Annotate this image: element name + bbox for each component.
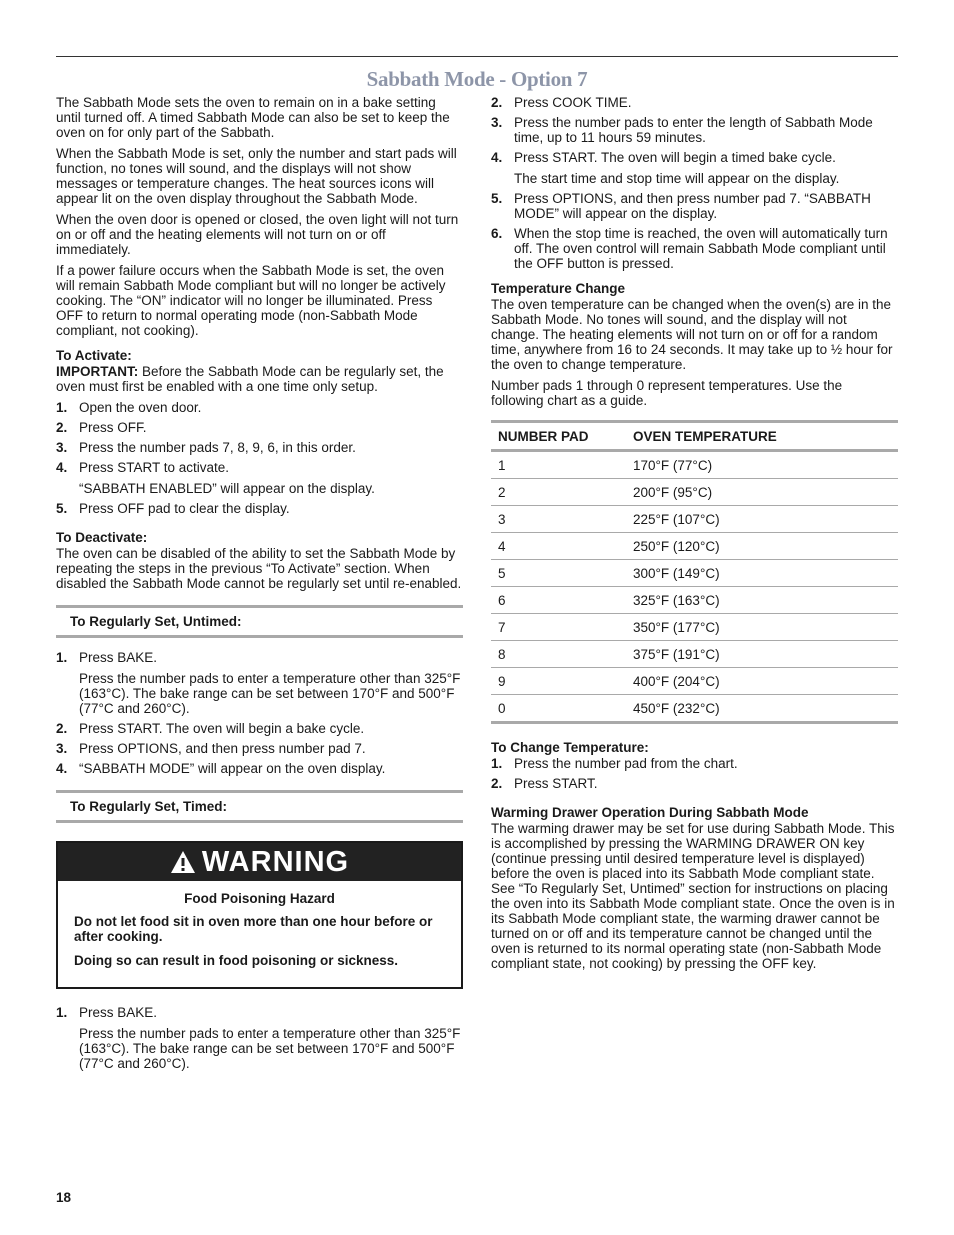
list-item: [56, 460, 463, 496]
table-cell: 300°F (149°C): [626, 560, 898, 587]
table-cell: 225°F (107°C): [626, 506, 898, 533]
list-item: [491, 150, 898, 186]
warning-box: [56, 841, 463, 989]
list-item: [56, 501, 463, 516]
important-label: IMPORTANT:: [56, 364, 139, 379]
list-item: [491, 191, 898, 221]
step-number: 3.: [56, 440, 68, 455]
important-text: Before the Sabbath Mode can be regularly set, the oven must first be enabled with a one time only setup.: [56, 364, 444, 394]
step-text: Press START. The oven will begin a bake cycle.: [79, 721, 365, 736]
step-text: Open the oven door.: [79, 400, 202, 415]
table-cell: 250°F (120°C): [626, 533, 898, 560]
step-text: Press COOK TIME.: [514, 95, 632, 110]
step-number: 4.: [56, 460, 68, 475]
table-cell: 2: [491, 479, 626, 506]
step-number: 2.: [56, 721, 68, 736]
list-item: [56, 440, 463, 455]
table-row: [491, 668, 898, 695]
right-column: [491, 95, 898, 977]
table-cell: 4: [491, 533, 626, 560]
step-number: 1.: [491, 756, 503, 771]
important-note: [56, 364, 463, 394]
table-cell: 7: [491, 614, 626, 641]
step-text: Press OFF pad to clear the display.: [79, 501, 290, 516]
step-text: When the stop time is reached, the oven will automatically turn off. The oven control will remain Sabbath Mode compliant until the OFF button is pressed.: [514, 226, 888, 271]
list-item: [56, 761, 463, 776]
intro-paragraph: When the Sabbath Mode is set, only the number and start pads will function, no tones will sound, and the displays will not show messages or temperature changes. The heat sources icons will appear lit on the oven display throughout the Sabbath Mode.: [56, 146, 457, 206]
list-item: [56, 400, 463, 415]
table-cell: 8: [491, 641, 626, 668]
step-text: Press START to activate.: [79, 460, 230, 475]
warming-drawer-text: The warming drawer may be set for use during Sabbath Mode. This is accomplished by pressing the WARMING DRAWER ON key (continue pressing until desired temperature level is displayed) before the oven is placed into its Sabbath Mode compliant state. See “To Regularly Set, Untimed” section for instructions on placing the oven into its Sabbath Mode compliant state. Once the oven is in its Sabbath Mode compliant state, the warming drawer cannot be turned on or off and its temperature cannot be changed until the oven is returned to its normal operating state (non-Sabbath Mode compliant state, not cooking) by pressing the OFF key.: [491, 821, 895, 971]
step-text: Press OPTIONS, and then press number pad 7. “SABBATH MODE” will appear on the display.: [514, 191, 871, 221]
step-number: 2.: [56, 420, 68, 435]
step-number: 2.: [491, 776, 503, 791]
table-cell: 400°F (204°C): [626, 668, 898, 695]
step-text: Press OFF.: [79, 420, 147, 435]
intro-paragraph: If a power failure occurs when the Sabbath Mode is set, the oven will remain Sabbath Mode compliant but will no longer be actively cooking. The “ON” indicator will no longer be illuminated. Press OFF to return to normal operating mode (non-Sabbath Mode compliant, not cooking).: [56, 263, 446, 338]
list-item: [56, 650, 463, 716]
step-number: 4.: [491, 150, 503, 165]
warning-hazard: Food Poisoning Hazard: [184, 891, 335, 906]
step-number: 2.: [491, 95, 503, 110]
deactivate-heading: To Deactivate:: [56, 530, 148, 545]
step-number: 5.: [56, 501, 68, 516]
step-number: 4.: [56, 761, 68, 776]
warning-line: Doing so can result in food poisoning or sickness.: [74, 953, 399, 968]
step-subtext: The start time and stop time will appear on the display.: [514, 171, 840, 186]
table-row: [491, 506, 898, 533]
table-row: [491, 587, 898, 614]
change-temperature-heading: To Change Temperature:: [491, 740, 649, 755]
untimed-steps: [56, 650, 463, 776]
page-title: Sabbath Mode - Option 7: [366, 67, 588, 91]
deactivate-text: The oven can be disabled of the ability to set the Sabbath Mode by repeating the steps in the previous “To Activate” section. When disabled the Sabbath Mode cannot be regularly set until re-enabled.: [56, 546, 462, 591]
list-item: [56, 721, 463, 736]
step-number: 1.: [56, 650, 68, 665]
untimed-heading: To Regularly Set, Untimed:: [56, 605, 463, 638]
change-temperature-steps: [491, 756, 898, 791]
timed-steps-continued: [491, 95, 898, 271]
list-item: [491, 95, 898, 110]
list-item: [491, 115, 898, 145]
warning-title: WARNING: [201, 846, 350, 878]
left-column: [56, 95, 463, 1076]
table-cell: 5: [491, 560, 626, 587]
table-cell: 450°F (232°C): [626, 695, 898, 723]
step-number: 1.: [56, 1005, 68, 1020]
table-cell: 200°F (95°C): [626, 479, 898, 506]
list-item: [56, 420, 463, 435]
table-row: [491, 451, 898, 479]
activate-heading: To Activate:: [56, 348, 132, 363]
table-cell: 6: [491, 587, 626, 614]
step-number: 1.: [56, 400, 68, 415]
timed-steps: [56, 1005, 463, 1071]
step-text: Press BAKE.: [79, 1005, 158, 1020]
list-item: [56, 1005, 463, 1071]
top-rule: [56, 56, 898, 57]
table-header-row: [491, 422, 898, 451]
temperature-change-heading: Temperature Change: [491, 281, 626, 296]
table-row: [491, 560, 898, 587]
step-text: Press START.: [514, 776, 598, 791]
table-row: [491, 614, 898, 641]
step-text: Press the number pads to enter the length of Sabbath Mode time, up to 11 hours 59 minutes.: [514, 115, 873, 145]
step-number: 5.: [491, 191, 503, 206]
table-cell: 170°F (77°C): [626, 451, 898, 479]
step-text: Press BAKE.: [79, 650, 158, 665]
warning-triangle-icon: [170, 850, 196, 874]
step-text: Press the number pad from the chart.: [514, 756, 738, 771]
intro-paragraph: When the oven door is opened or closed, the oven light will not turn on or off and the heating elements will not turn on or off immediately.: [56, 212, 459, 257]
step-text: “SABBATH MODE” will appear on the oven display.: [79, 761, 386, 776]
temperature-table: [491, 420, 898, 724]
step-subtext: “SABBATH ENABLED” will appear on the display.: [79, 481, 375, 496]
step-text: Press OPTIONS, and then press number pad 7.: [79, 741, 366, 756]
table-row: [491, 641, 898, 668]
temperature-change-text: The oven temperature can be changed when the oven(s) are in the Sabbath Mode. No tones will sound, and the display will not change. The heating elements will not turn on or off for a random time, anywhere from 16 to 24 seconds. It may take up to ½ hour for the oven to change temperature.: [491, 297, 893, 372]
column-header: OVEN TEMPERATURE: [626, 422, 898, 451]
step-subtext: Press the number pads to enter a temperature other than 325°F (163°C). The bake range can be set between 170°F and 500°F (77°C and 260°C).: [79, 671, 461, 716]
page-number: 18: [56, 1190, 72, 1205]
step-number: 6.: [491, 226, 503, 241]
table-cell: 375°F (191°C): [626, 641, 898, 668]
step-text: Press the number pads 7, 8, 9, 6, in this order.: [79, 440, 356, 455]
step-subtext: Press the number pads to enter a temperature other than 325°F (163°C). The bake range can be set between 170°F and 500°F (77°C and 260°C).: [79, 1026, 461, 1071]
list-item: [56, 741, 463, 756]
table-row: [491, 533, 898, 560]
list-item: [491, 756, 898, 771]
column-header: NUMBER PAD: [491, 422, 626, 451]
list-item: [491, 776, 898, 791]
list-item: [491, 226, 898, 271]
warming-drawer-heading: Warming Drawer Operation During Sabbath Mode: [491, 805, 809, 820]
table-row: [491, 479, 898, 506]
step-text: Press START. The oven will begin a timed bake cycle.: [514, 150, 836, 165]
table-cell: 325°F (163°C): [626, 587, 898, 614]
activate-steps: [56, 400, 463, 516]
intro-paragraph: The Sabbath Mode sets the oven to remain on in a bake setting until turned off. A timed Sabbath Mode can also be set to keep the oven on for only part of the Sabbath.: [56, 95, 450, 140]
warning-line: Do not let food sit in oven more than one hour before or after cooking.: [74, 914, 433, 944]
warning-header: [58, 843, 461, 881]
timed-heading: To Regularly Set, Timed:: [56, 790, 463, 823]
step-number: 3.: [491, 115, 503, 130]
step-number: 3.: [56, 741, 68, 756]
table-cell: 350°F (177°C): [626, 614, 898, 641]
table-row: [491, 695, 898, 723]
table-cell: 0: [491, 695, 626, 723]
table-cell: 9: [491, 668, 626, 695]
table-cell: 1: [491, 451, 626, 479]
table-cell: 3: [491, 506, 626, 533]
warning-body: [58, 881, 461, 987]
temperature-change-text: Number pads 1 through 0 represent temperatures. Use the following chart as a guide.: [491, 378, 843, 408]
